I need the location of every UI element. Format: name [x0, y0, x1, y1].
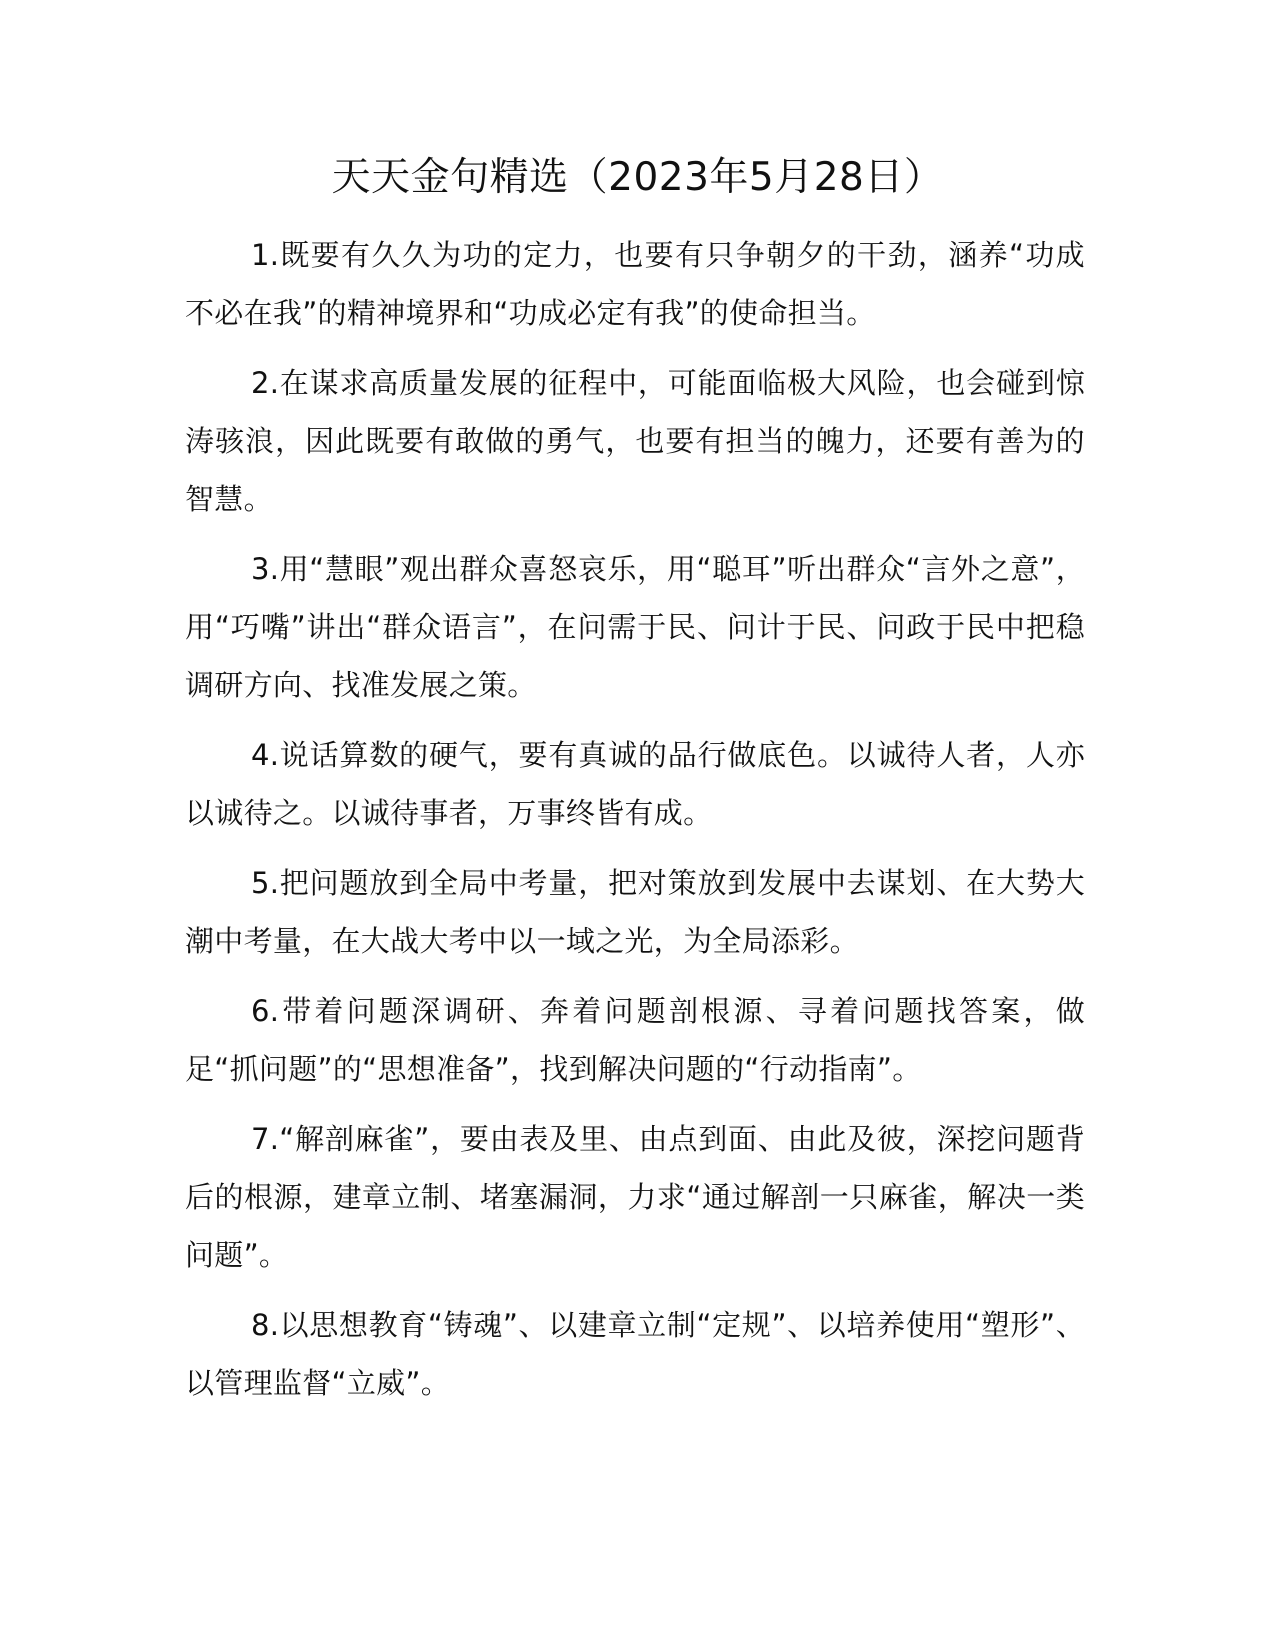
paragraph-8: 8.以思想教育“铸魂”、以建章立制“定规”、以培养使用“塑形”、以管理监督“立威”。 [185, 1308, 1085, 1400]
paragraph-5: 5.把问题放到全局中考量，把对策放到发展中去谋划、在大势大潮中考量，在大战大考中以一域之光，为全局添彩。 [185, 866, 1085, 958]
paragraph-3: 3.用“慧眼”观出群众喜怒哀乐，用“聪耳”听出群众“言外之意”，用“巧嘴”讲出“群众语言”，在问需于民、问计于民、问政于民中把稳调研方向、找准发展之策。 [185, 552, 1085, 702]
paragraph-7: 7.“解剖麻雀”，要由表及里、由点到面、由此及彼，深挖问题背后的根源，建章立制、堵塞漏洞，力求“通过解剖一只麻雀，解决一类问题”。 [185, 1122, 1085, 1272]
document-body [185, 226, 1085, 1424]
paragraph-4: 4.说话算数的硬气，要有真诚的品行做底色。以诚待人者，人亦以诚待之。以诚待事者，万事终皆有成。 [185, 738, 1085, 830]
paragraph-6: 6.带着问题深调研、奔着问题剖根源、寻着问题找答案，做足“抓问题”的“思想准备”，找到解决问题的“行动指南”。 [185, 994, 1085, 1086]
paragraph-2: 2.在谋求高质量发展的征程中，可能面临极大风险，也会碰到惊涛骇浪，因此既要有敢做的勇气，也要有担当的魄力，还要有善为的智慧。 [185, 366, 1085, 516]
page-title: 天天金句精选（2023年5月28日） [331, 155, 944, 200]
paragraph-1: 1.既要有久久为功的定力，也要有只争朝夕的干劲，涵养“功成不必在我”的精神境界和“功成必定有我”的使命担当。 [185, 238, 1085, 330]
